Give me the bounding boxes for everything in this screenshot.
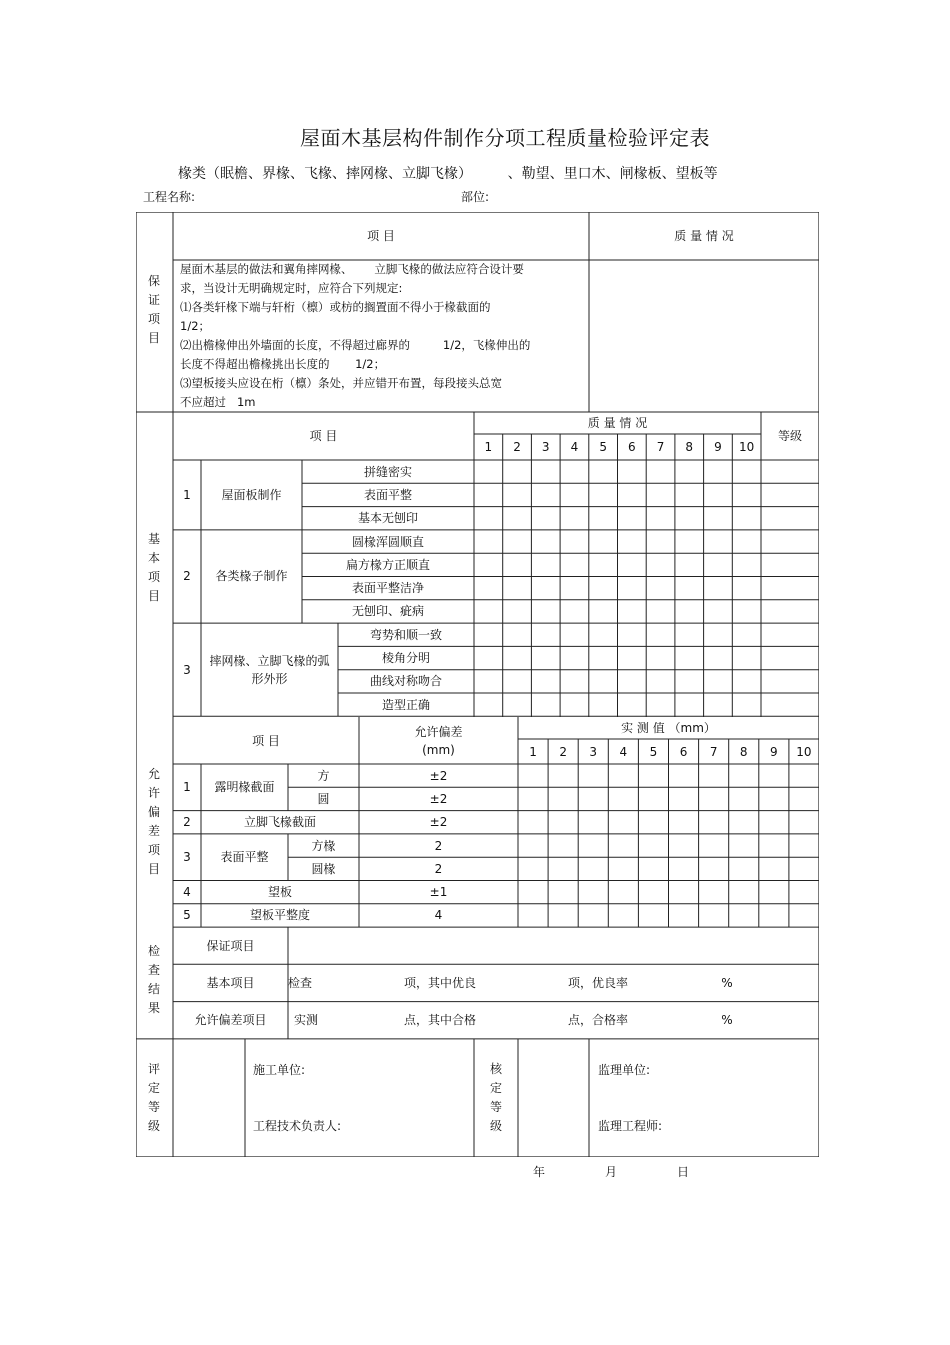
date-year: 年: [533, 1165, 546, 1179]
basic-side-label: 基 本 项 目: [147, 532, 160, 603]
basic-check-item: 曲线对称吻合: [369, 674, 442, 689]
tolerance-row-sub: 方: [317, 768, 330, 783]
basic-col-9: 9: [714, 440, 722, 454]
result-basic-percent: %: [721, 975, 733, 990]
tolerance-item-header: 项 目: [252, 733, 280, 748]
basic-group-name: 各类椽子制作: [215, 569, 288, 584]
result-tolerance-points: 点，其中合格: [404, 1013, 477, 1028]
guarantee-text-line: 1/2；: [180, 319, 211, 333]
basic-col-8: 8: [685, 440, 694, 454]
tolerance-row-value: ±1: [429, 885, 448, 900]
tolerance-side-label: 允 许 偏 差 项 目: [147, 767, 160, 876]
result-side-label: 检 查 结 果: [147, 944, 160, 1015]
basic-check-item: 拼缝密实: [363, 464, 412, 479]
subtitle: 椽类（眠檐、界椽、飞椽、摔网椽、立脚飞椽） 、勒望、里口木、闸椽板、望板等: [178, 166, 718, 182]
basic-grade-header: 等级: [777, 429, 802, 443]
position-label: 部位:: [461, 190, 490, 204]
tolerance-row-name: 立脚飞椽截面: [243, 815, 316, 830]
tolerance-row-no: 1: [183, 780, 191, 795]
tolerance-row-name: 露明椽截面: [214, 780, 275, 795]
guarantee-text-line: ⑶望板接头应设在桁（檩）条处，并应错开布置，每段接头总宽: [180, 376, 502, 390]
result-basic-check: 检查: [288, 975, 313, 990]
basic-col-5: 5: [599, 440, 607, 454]
basic-quality-header: 质 量 情 况: [587, 416, 648, 430]
tolerance-measured-header: 实 测 值 （mm）: [621, 721, 716, 735]
tolerance-row-no: 4: [183, 885, 191, 900]
tolerance-row-no: 2: [183, 815, 191, 830]
tolerance-col-4: 4: [619, 744, 628, 759]
rating-side-label: 评 定 等 级: [147, 1062, 160, 1133]
basic-col-3: 3: [541, 440, 550, 454]
page-title: 屋面木基层构件制作分项工程质量检验评定表: [300, 126, 710, 150]
rating-tech-leader: 工程技术负责人:: [253, 1119, 342, 1133]
result-tolerance-label: 允许偏差项目: [194, 1013, 267, 1028]
tolerance-row-sub: 圆椽: [311, 861, 336, 876]
basic-group-no: 1: [183, 487, 191, 502]
guarantee-side-label: 保 证 项 目: [147, 274, 160, 345]
tolerance-col-2: 2: [559, 744, 567, 759]
basic-col-2: 2: [513, 440, 521, 454]
basic-check-item: 表面平整洁净: [351, 581, 424, 596]
result-basic-label: 基本项目: [206, 975, 255, 990]
guarantee-text: [180, 260, 580, 412]
rating-verify-label: 核 定 等 级: [489, 1062, 502, 1133]
tolerance-row-name: 表面平整: [220, 850, 269, 865]
tolerance-row-no: 5: [183, 908, 191, 923]
basic-check-item: 基本无刨印: [357, 511, 418, 526]
tolerance-allow-label: 允许偏差: [414, 724, 463, 739]
basic-check-item: 圆椽浑圆顺直: [351, 534, 424, 549]
guarantee-text-line: ⑵出檐椽伸出外墙面的长度，不得超过廊界的 1/2，飞椽伸出的: [180, 338, 531, 352]
guarantee-text-line: 求，当设计无明确规定时，应符合下列规定:: [180, 281, 403, 295]
rating-supervision-unit: 监理单位:: [598, 1063, 651, 1077]
result-basic-rate: 项，优良率: [568, 975, 629, 990]
tolerance-row-value: ±2: [429, 768, 448, 783]
tolerance-col-1: 1: [529, 744, 537, 759]
result-basic-items: 项，其中优良: [404, 975, 477, 990]
tolerance-row-name: 望板平整度: [249, 908, 310, 923]
basic-group-name: 摔网椽、立脚飞椽的弧形外形: [209, 653, 330, 686]
basic-check-item: 表面平整: [363, 487, 412, 502]
basic-check-item: 扁方椽方正顺直: [345, 557, 430, 572]
rating-construction-unit: 施工单位:: [253, 1063, 306, 1077]
evaluation-form: [136, 212, 819, 1157]
result-guarantee-label: 保证项目: [206, 938, 255, 953]
tolerance-row-value: ±2: [429, 791, 448, 806]
basic-col-4: 4: [570, 440, 579, 454]
guarantee-item-header: 项 目: [367, 229, 395, 243]
tolerance-col-6: 6: [679, 744, 688, 759]
project-name-label: 工程名称:: [143, 190, 196, 204]
basic-check-item: 造型正确: [381, 697, 430, 712]
tolerance-allow-unit: (mm): [422, 742, 455, 757]
tolerance-col-9: 9: [770, 744, 778, 759]
basic-col-10: 10: [739, 440, 755, 454]
result-tolerance-measure: 实测: [294, 1013, 319, 1028]
rating-supervision-engineer: 监理工程师:: [598, 1119, 663, 1133]
tolerance-row-value: 2: [434, 861, 443, 876]
tolerance-row-no: 3: [183, 850, 191, 865]
tolerance-col-8: 8: [739, 744, 748, 759]
basic-group-no: 3: [183, 662, 191, 677]
basic-col-1: 1: [484, 440, 493, 454]
basic-check-item: 无刨印、疵病: [351, 604, 424, 619]
basic-item-header: 项 目: [309, 429, 338, 443]
tolerance-allow-header: [359, 717, 518, 764]
tolerance-row-sub: 方椽: [311, 838, 336, 853]
guarantee-text-line: 屋面木基层的做法和翼角摔网椽、 立脚飞椽的做法应符合设计要: [180, 262, 524, 276]
tolerance-row-value: 2: [434, 838, 443, 853]
tolerance-row-value: 4: [434, 908, 443, 923]
guarantee-quality-header: 质 量 情 况: [674, 229, 734, 243]
guarantee-text-line: 长度不得超出檐椽挑出长度的 1/2；: [180, 357, 386, 371]
tolerance-row-value: ±2: [429, 815, 448, 830]
basic-check-item: 棱角分明: [381, 651, 430, 666]
result-tolerance-percent: %: [721, 1013, 733, 1028]
basic-col-7: 7: [656, 440, 665, 454]
tolerance-col-7: 7: [709, 744, 718, 759]
basic-group-no: 2: [183, 569, 191, 584]
tolerance-col-10: 10: [796, 744, 812, 759]
basic-group-name: 屋面板制作: [221, 487, 282, 502]
tolerance-col-3: 3: [589, 744, 598, 759]
basic-col-6: 6: [628, 440, 636, 454]
date-day: 日: [677, 1165, 690, 1179]
date-month: 月: [605, 1165, 618, 1179]
tolerance-row-sub: 圆: [317, 791, 330, 806]
guarantee-text-line: 不应超过 1m: [180, 395, 256, 409]
basic-check-item: 弯势和顺一致: [369, 627, 442, 642]
tolerance-row-name: 望板: [267, 885, 292, 900]
tolerance-col-5: 5: [649, 744, 658, 759]
guarantee-text-line: ⑴各类轩椽下端与轩桁（檩）或枋的搁置面不得小于椽截面的: [180, 300, 491, 314]
result-tolerance-rate: 点，合格率: [568, 1013, 629, 1028]
